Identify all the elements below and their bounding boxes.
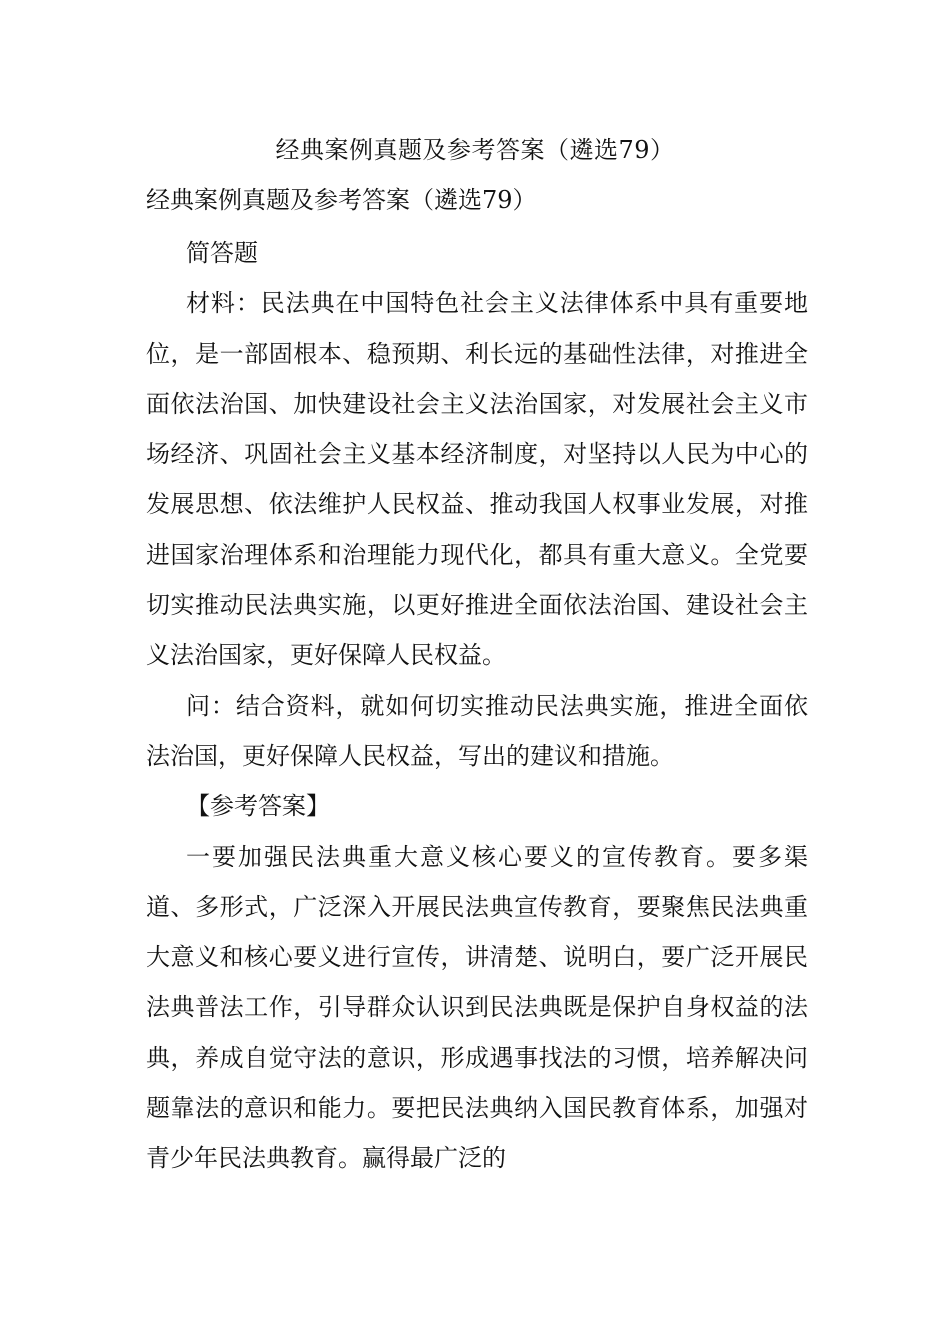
- section-heading-short-answer: 简答题: [186, 239, 258, 267]
- question-paragraph: 问：结合资料，就如何切实推动民法典实施，推进全面依法治国，更好保障人民权益，写出的建议和措施。: [146, 691, 808, 770]
- document-title: 经典案例真题及参考答案（遴选79）: [275, 136, 675, 164]
- document-subtitle: 经典案例真题及参考答案（遴选79）: [146, 186, 537, 214]
- answer-paragraph: 一要加强民法典重大意义核心要义的宣传教育。要多渠道、多形式，广泛深入开展民法典宣传教育，要聚焦民法典重大意义和核心要义进行宣传，讲清楚、说明白，要广泛开展民法典普法工作，引导群众认识到民法典既是保护自身权益的法典，养成自觉守法的意识，形成遇事找法的习惯，培养解决问题靠法的意识和能力。要把民法典纳入国民教育体系，加强对青少年民法典教育。赢得最广泛的: [146, 842, 808, 1173]
- reference-answer-heading: 【参考答案】: [186, 792, 330, 821]
- material-paragraph: 材料：民法典在中国特色社会主义法律体系中具有重要地位，是一部固根本、稳预期、利长远的基础性法律，对推进全面依法治国、加快建设社会主义法治国家，对发展社会主义市场经济、巩固社会主义基本经济制度，对坚持以人民为中心的发展思想、依法维护人民权益、推动我国人权事业发展，对推进国家治理体系和治理能力现代化，都具有重大意义。全党要切实推动民法典实施，以更好推进全面依法治国、建设社会主义法治国家，更好保障人民权益。: [146, 289, 808, 670]
- document-body: [146, 228, 808, 1184]
